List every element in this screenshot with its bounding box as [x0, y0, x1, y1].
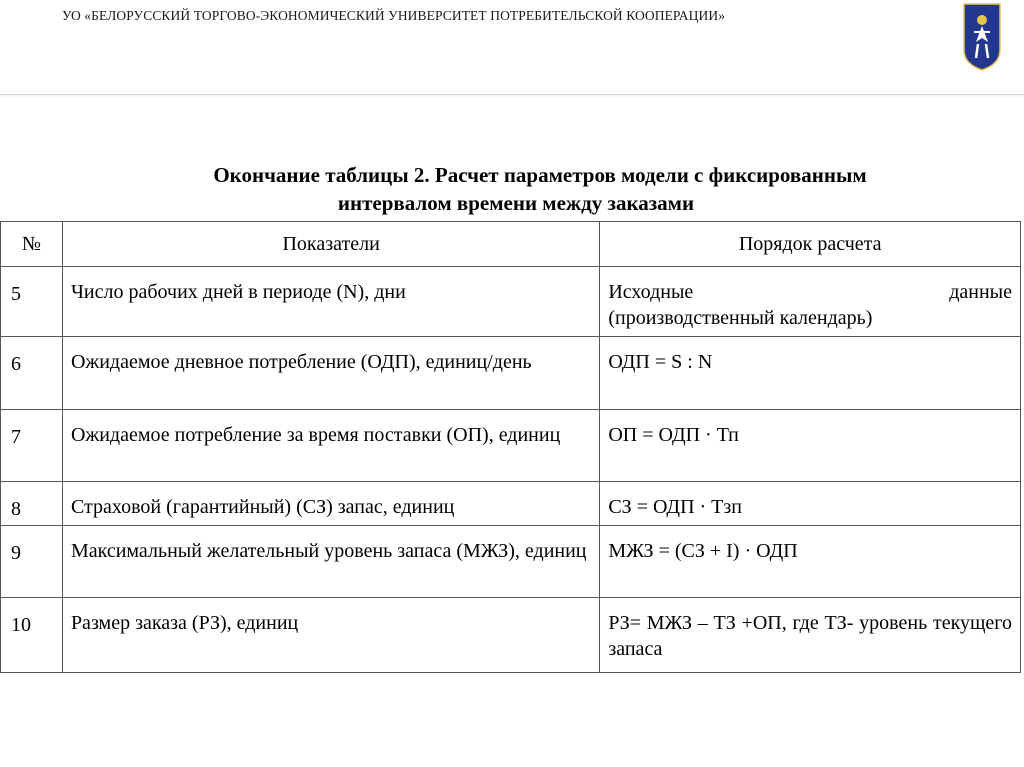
table-row — [1, 410, 1021, 482]
column-header-calculation: Порядок расчета — [600, 222, 1021, 267]
table-row — [1, 482, 1021, 526]
table-row — [1, 598, 1021, 673]
table-header-row — [1, 222, 1021, 267]
calculation-table — [0, 221, 1021, 673]
row-number: 5 — [1, 267, 63, 337]
table-title-line-2: интервалом времени между заказами — [337, 191, 695, 215]
indicator-cell: Ожидаемое потребление за время поставки (ОП), единиц — [62, 410, 599, 482]
table-title-line-1: Окончание таблицы 2. Расчет параметров модели с фиксированным — [213, 163, 867, 187]
row-number: 8 — [1, 482, 63, 526]
row-number: 7 — [1, 410, 63, 482]
indicator-cell: Размер заказа (РЗ), единиц — [62, 598, 599, 673]
calculation-cell: ОДП = S : N — [600, 337, 1021, 410]
indicator-cell: Число рабочих дней в периоде (N), дни — [62, 267, 599, 337]
calculation-text: Исходные — [608, 281, 694, 303]
university-emblem-icon — [962, 2, 1002, 72]
row-number: 9 — [1, 526, 63, 598]
indicator-cell: Страховой (гарантийный) (СЗ) запас, единиц — [62, 482, 599, 526]
calculation-text: (производственный календарь) — [608, 307, 873, 329]
table-row — [1, 337, 1021, 410]
column-header-number: № — [1, 222, 63, 267]
row-number: 10 — [1, 598, 63, 673]
header-divider — [0, 94, 1024, 95]
row-number: 6 — [1, 337, 63, 410]
organization-name: УО «БЕЛОРУССКИЙ ТОРГОВО-ЭКОНОМИЧЕСКИЙ УНИВЕРСИТЕТ ПОТРЕБИТЕЛЬСКОЙ КООПЕРАЦИИ» — [62, 8, 726, 23]
calculation-cell: МЖЗ = (СЗ + I) · ОДП — [600, 526, 1021, 598]
calculation-cell: СЗ = ОДП · Тзп — [600, 482, 1021, 526]
column-header-indicators: Показатели — [62, 222, 599, 267]
table-row — [1, 267, 1021, 337]
calculation-cell — [600, 267, 1021, 337]
table-row — [1, 526, 1021, 598]
calculation-cell: РЗ= МЖЗ – ТЗ +ОП, где ТЗ- уровень текущего запаса — [600, 598, 1021, 673]
slide-header — [0, 0, 1024, 95]
calculation-cell: ОП = ОДП · Тп — [600, 410, 1021, 482]
indicator-cell: Ожидаемое дневное потребление (ОДП), единиц/день — [62, 337, 599, 410]
indicator-cell: Максимальный желательный уровень запаса (МЖЗ), единиц — [62, 526, 599, 598]
calculation-text: данные — [949, 281, 1012, 303]
